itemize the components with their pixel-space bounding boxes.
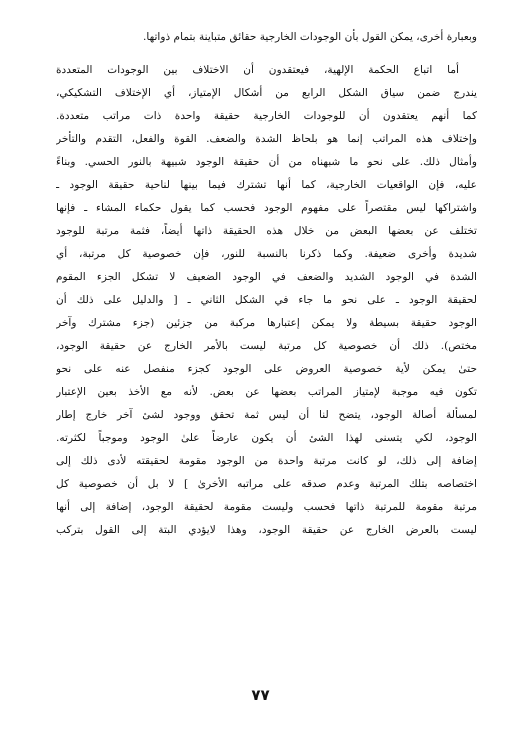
text-line: لحقيقة الوجود ـ على نحو ما جاء في الشكل الثاني ـ [ والدليل على ذلك أن — [56, 294, 477, 306]
page-body — [56, 26, 477, 542]
text-line: أما اتباع الحكمة الإلهية، فيعتقدون أن الاختلاف بين الوجودات المتعددة — [56, 64, 459, 76]
text-line: مرتبة مقومة للمرتبة ذاتها فحسب وليست مقومة لحقيقة الوجود، إضافة إلى أنها — [56, 501, 477, 513]
text-line: تختلف عن بعضها البعض من خلال هذه الحقيقة ذاتها أيضاً، فثمة مرتبة للوجود — [56, 225, 477, 237]
paragraph-gap — [56, 49, 477, 59]
text-line: لمسألة أصالة الوجود، يتضح لنا أن ليس ثمة تحقق ووجود لشئ آخر خارج إطار — [56, 409, 477, 421]
text-line: عليه، فإن الواقعيات الخارجية، كما أنها تشترك فيما بينها لناحية حقيقة الوجود ـ — [56, 179, 477, 191]
paragraph-2 — [56, 59, 477, 542]
text-line: كما أنهم يعتقدون أن للوجودات الخارجية حقيقة واحدة ذات مراتب متعددة. — [56, 110, 477, 122]
text-line: الوجود، لكي يتسنى لهذا الشئ أن يكون عارضاً علىٰ الوجود وموجباً لكثرته. — [56, 432, 477, 444]
text-line: اختصاصه بتلك المرتبة وعدم صدقه على مراتبه الأخرىٰ ] لا بل أن خصوصية كل — [56, 478, 477, 490]
paragraph-1 — [56, 26, 477, 49]
text-line: واشتراكها ليس مقتصراً على مفهوم الوجود فحسب كما يقول حكماء المشاء ـ فإنها — [56, 202, 477, 214]
text-line: حتىٰ يمكن لأية خصوصية العروض على الوجود كجزء منفصل عنه على نحو — [56, 363, 477, 375]
text-line: يندرج ضمن سياق الشكل الرابع من أشكال الإمتياز، أي الإختلاف التشكيكي، — [56, 87, 477, 99]
text-line: شديدة وأخرى ضعيفة. وكما ذكرنا بالنسبة للنور، فإن خصوصية كل مرتبة، أي — [56, 248, 477, 260]
text-line: مختص). ذلك أن خصوصية كل مرتبة ليست بالأمر الخارج عن حقيقة الوجود، — [56, 340, 477, 352]
text-line: وبعبارة أخرى، يمكن القول بأن الوجودات الخارجية حقائق متباينة بتمام ذواتها. — [142, 31, 477, 43]
text-line: ليست بالعرض الخارج عن حقيقة الوجود، وهذا لايؤدي البتة إلى القول بتركب — [56, 524, 477, 536]
text-line: الوجود حقيقة بسيطة ولا يمكن إعتبارها مركبة من جزئين (جزء مشترك وآخر — [56, 317, 477, 329]
text-line: تكون فيه موجبة لإمتياز المراتب بعضها عن بعض. لأنه مع الأخذ بعين الإعتبار — [56, 386, 477, 398]
text-line: إضافة إلى ذلك، لو كانت مرتبة واحدة من الوجود مقومة لحقيقته لأدى ذلك إلى — [56, 455, 477, 467]
text-line: وأمثال ذلك. على نحو ما شبهناه من أن حقيقة الوجود شبيهة بالنور الحسي. وبناءً — [56, 156, 477, 168]
page-number: ٧٧ — [251, 686, 270, 704]
text-line: وإختلاف هذه المراتب إنما هو بلحاظ الشدة والضعف. القوة والفعل، التقدم والتأخر — [56, 133, 477, 145]
text-line: الشدة في الوجود الشديد والضعف في الوجود الضعيف لا تشكل الجزء المقوم — [56, 271, 477, 283]
